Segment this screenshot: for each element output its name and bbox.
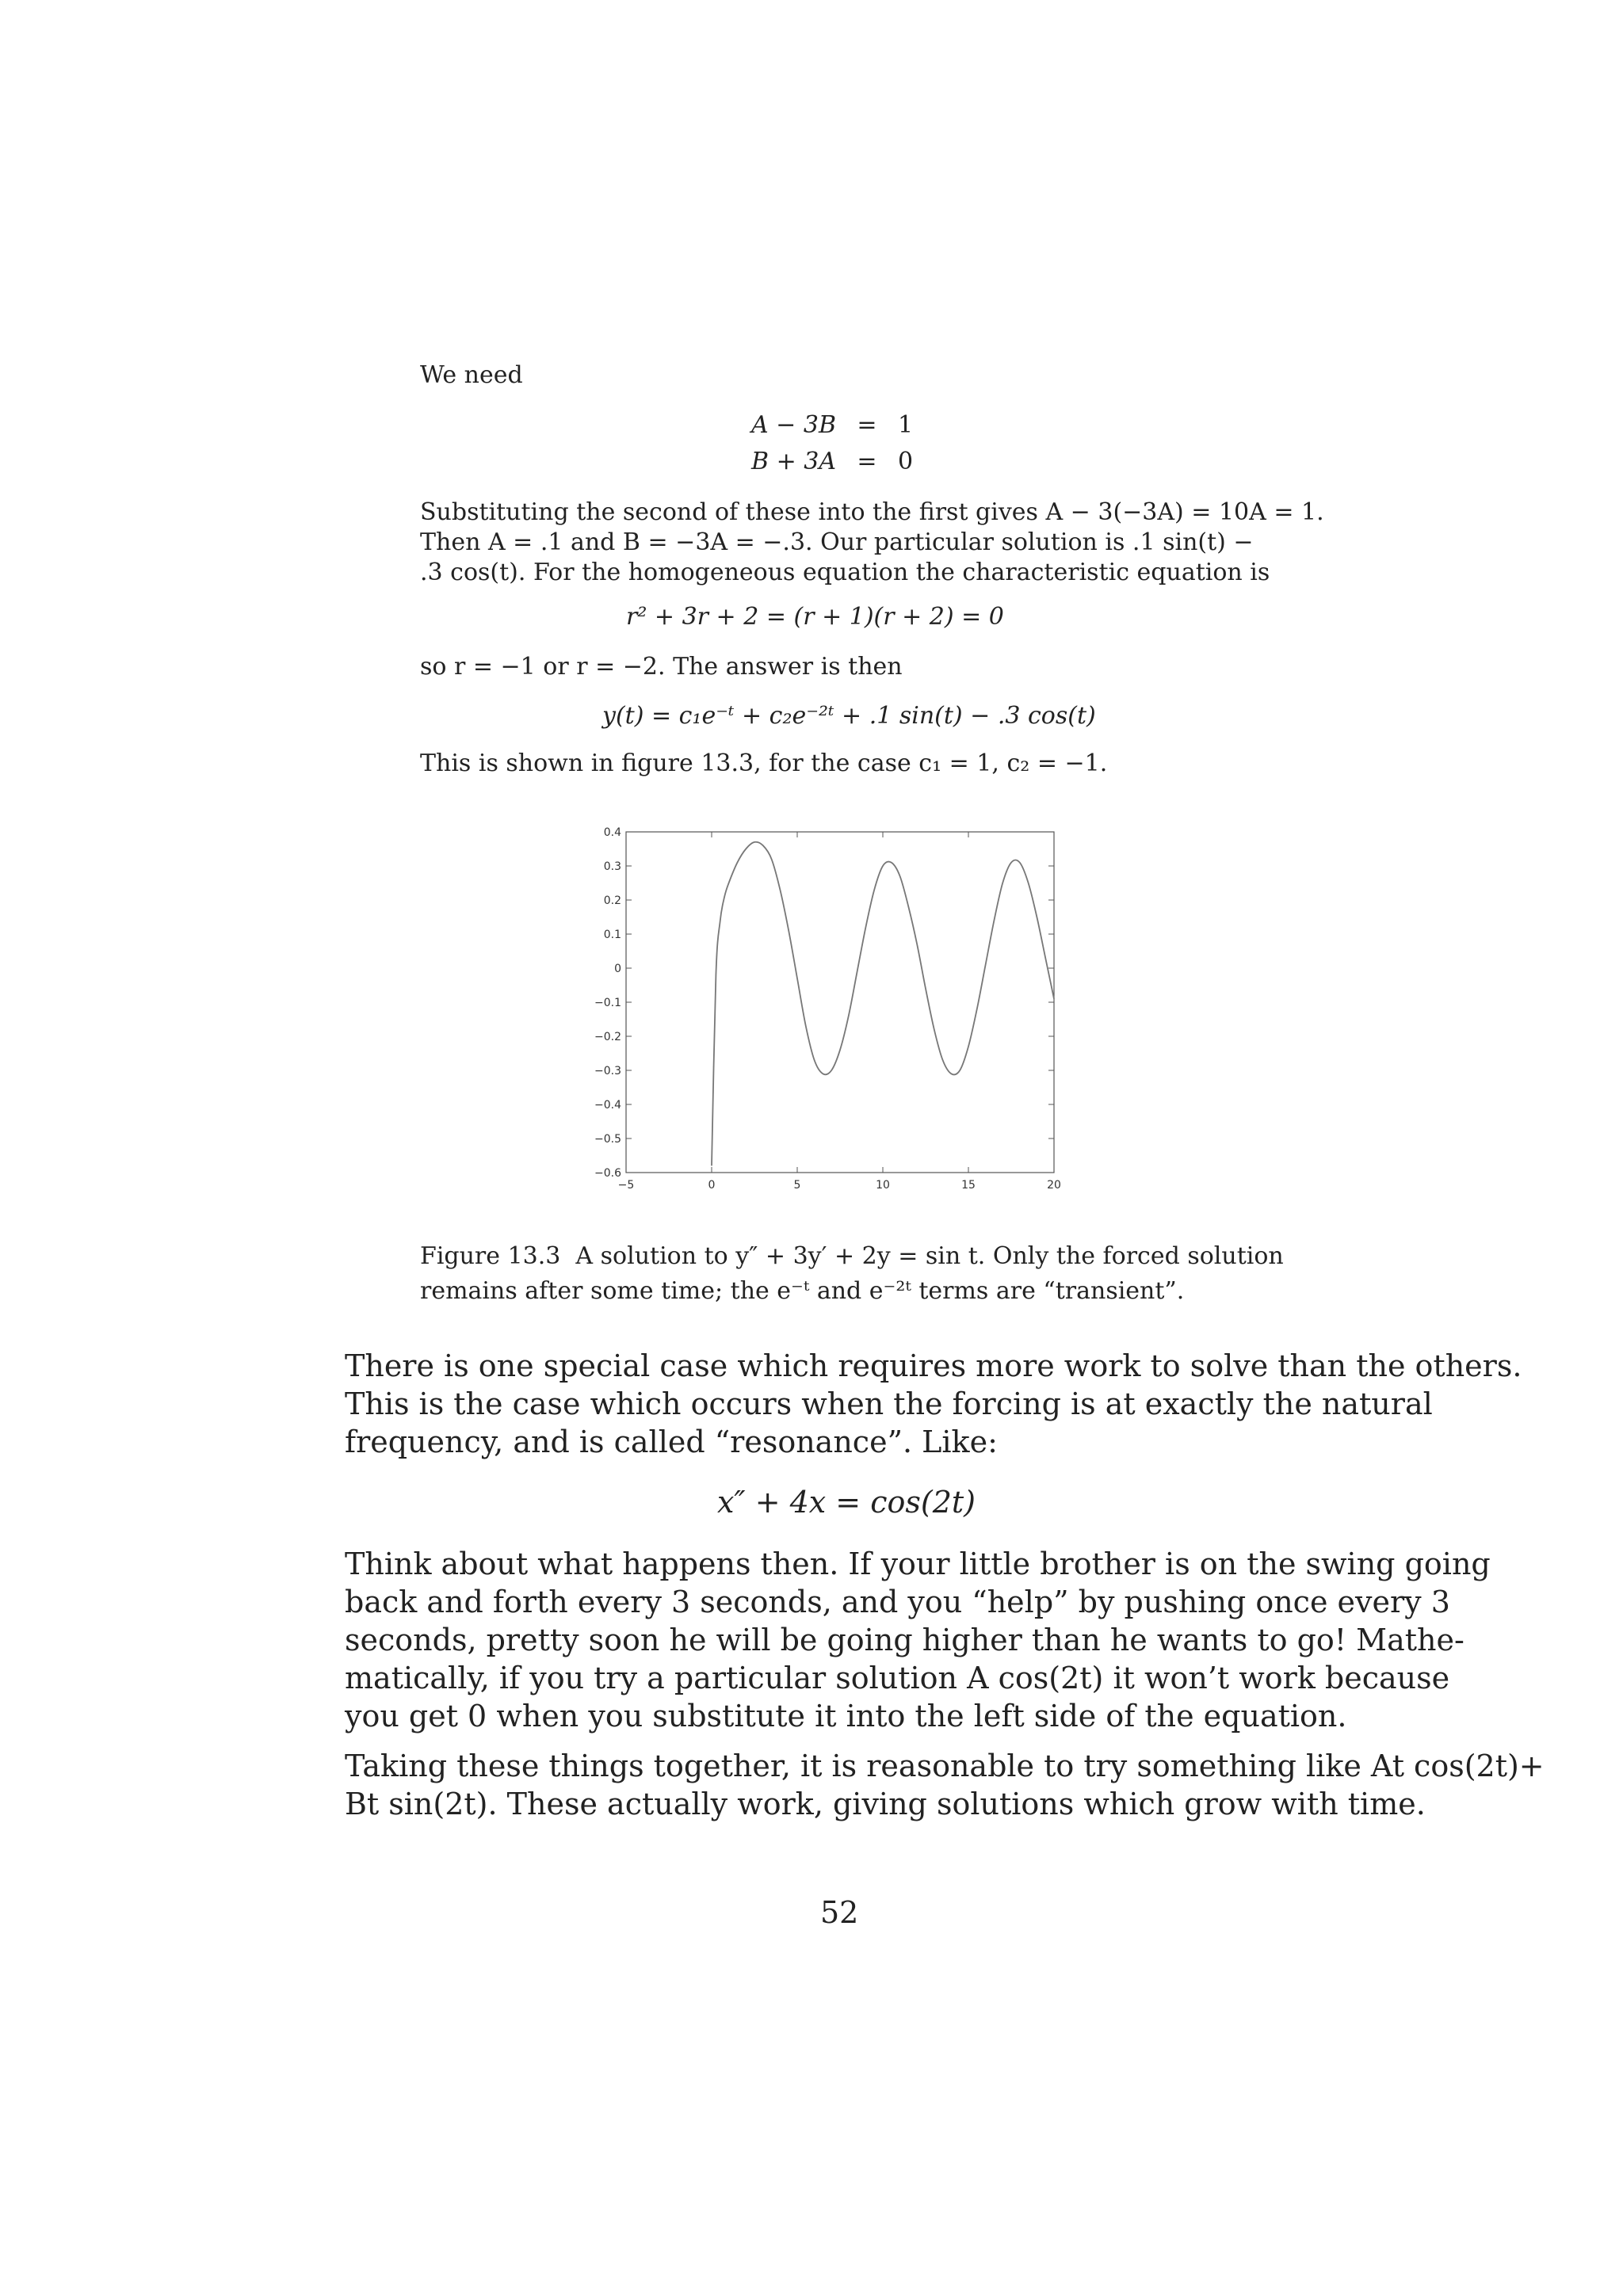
- y-tick-label: −0.5: [594, 1133, 621, 1146]
- x-tick-label: 0: [708, 1179, 716, 1192]
- body3-line2: Bt sin(2t). These actually work, giving solutions which grow with time.: [345, 1787, 1426, 1821]
- x-tick-label: 5: [793, 1179, 801, 1192]
- x-tick-label: 10: [876, 1179, 890, 1192]
- body-paragraph-resonance: [345, 1347, 1522, 1461]
- y-tick-label: 0.3: [603, 860, 621, 873]
- body1-line1: There is one special case which requires more work to solve than the others.: [345, 1348, 1522, 1383]
- y-tick-label: −0.4: [594, 1099, 621, 1112]
- x-tick-label: 20: [1047, 1179, 1061, 1192]
- x-tick-label: −5: [617, 1179, 635, 1192]
- characteristic-equation: r² + 3r + 2 = (r + 1)(r + 2) = 0: [626, 603, 1004, 631]
- y-tick-label: 0.2: [603, 894, 621, 907]
- body1-line2: This is the case which occurs when the forcing is at exactly the natural: [345, 1386, 1433, 1421]
- y-tick-label: −0.1: [594, 997, 621, 1009]
- system-of-equations: [749, 410, 945, 477]
- intro-text: We need: [420, 361, 523, 389]
- body2-line2: back and forth every 3 seconds, and you “help” by pushing once every 3: [345, 1585, 1450, 1619]
- para1-line1: Substituting the second of these into the first gives A − 3(−3A) = 10A = 1.: [420, 498, 1324, 526]
- y-tick-label: −0.3: [594, 1065, 621, 1077]
- y-tick-label: 0.4: [603, 826, 621, 839]
- body2-line1: Think about what happens then. If your little brother is on the swing going: [345, 1547, 1491, 1581]
- body-paragraph-swing: [345, 1545, 1491, 1735]
- figure-caption: [420, 1241, 1284, 1306]
- body1-line3: frequency, and is called “resonance”. Like:: [345, 1425, 998, 1459]
- eq1-rhs: 1: [898, 411, 914, 439]
- body3-line1: Taking these things together, it is reasonable to try something like At cos(2t)+: [345, 1749, 1545, 1783]
- general-solution-equation: y(t) = c₁e⁻ᵗ + c₂e⁻²ᵗ + .1 sin(t) − .3 cos(t): [602, 702, 1096, 730]
- para1-line3: .3 cos(t). For the homogeneous equation the characteristic equation is: [420, 559, 1270, 586]
- paragraph-roots: so r = −1 or r = −2. The answer is then: [420, 653, 903, 681]
- solution-curve: [712, 842, 1054, 1166]
- caption-line2: remains after some time; the e⁻ᵗ and e⁻²ᵗ terms are “transient”.: [420, 1277, 1185, 1305]
- body2-line3: seconds, pretty soon he will be going higher than he wants to go! Mathe-: [345, 1623, 1465, 1657]
- y-tick-label: 0: [614, 963, 621, 975]
- body2-line4: matically, if you try a particular solution A cos(2t) it won’t work because: [345, 1661, 1450, 1695]
- x-tick-label: 15: [961, 1179, 976, 1192]
- body-paragraph-trial-solution: [345, 1747, 1545, 1823]
- eq1-equals: =: [857, 411, 877, 439]
- eq1-lhs: A − 3B: [750, 411, 836, 439]
- plot-frame: [626, 832, 1054, 1173]
- para1-line2: Then A = .1 and B = −3A = −.3. Our particular solution is .1 sin(t) −: [420, 528, 1254, 556]
- eq2-lhs: B + 3A: [750, 448, 836, 475]
- page-number: 52: [820, 1895, 859, 1930]
- y-tick-label: −0.6: [594, 1167, 621, 1180]
- paragraph-figure-reference: This is shown in figure 13.3, for the case c₁ = 1, c₂ = −1.: [420, 749, 1108, 777]
- paragraph-substitution: [420, 498, 1324, 588]
- y-tick-label: −0.2: [594, 1031, 621, 1043]
- figure-13-3-chart: [571, 816, 1078, 1196]
- body2-line5: you get 0 when you substitute it into the left side of the equation.: [345, 1699, 1347, 1733]
- y-tick-label: 0.1: [603, 929, 621, 941]
- resonance-equation: x″ + 4x = cos(2t): [717, 1485, 976, 1520]
- eq2-rhs: 0: [898, 448, 914, 475]
- caption-line1: Figure 13.3 A solution to y″ + 3y′ + 2y = sin t. Only the forced solution: [420, 1242, 1284, 1270]
- eq2-equals: =: [857, 448, 877, 475]
